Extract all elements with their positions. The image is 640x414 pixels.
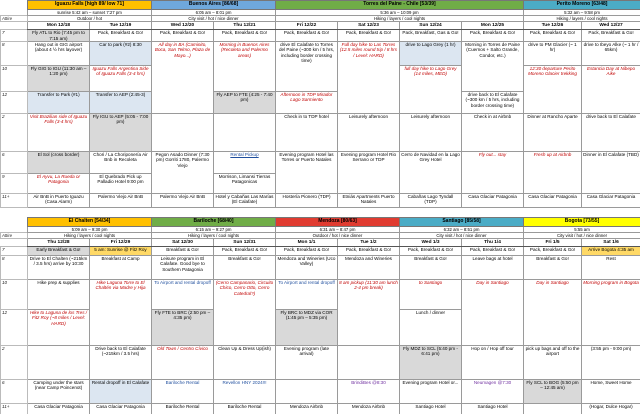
schedule-cell[interactable]: Pack, Breakfast & Go! bbox=[462, 247, 524, 256]
schedule-cell[interactable]: Dinner in El Calafate (TBD) bbox=[582, 151, 640, 193]
schedule-cell[interactable]: Pack, Breakfast & Go! bbox=[524, 247, 582, 256]
region-perito-moreno: Perito Moreno [63/48] bbox=[524, 1, 640, 10]
schedule-cell[interactable]: Breakfast at Camp bbox=[90, 256, 152, 280]
lodging-cell[interactable]: Casa Glaciar Patagonia bbox=[462, 193, 524, 207]
schedule-cell[interactable]: Pack, Breakfast & Go! bbox=[214, 247, 276, 256]
attire-note: Hiking / layers / cool nights bbox=[524, 16, 640, 22]
schedule-cell[interactable]: Early Breakfast & Go! bbox=[28, 247, 90, 256]
schedule-cell[interactable]: Camping under the stars (near Camp Poincenot) bbox=[28, 380, 90, 404]
schedule-cell[interactable]: Arrive Bogota 4:35 am bbox=[582, 247, 640, 256]
schedule-cell[interactable]: Check in to TDP hotel bbox=[276, 113, 338, 151]
sun-times: 6:15 am – 9:27 pm bbox=[152, 226, 276, 232]
schedule-cell[interactable]: drive El Calafate to Torres del Paine (~300 km / 5 hrs, including border crossing time) bbox=[276, 41, 338, 91]
schedule-cell[interactable]: Fly SCL to BOG (5:50 pm – 12:45 am) bbox=[524, 380, 582, 404]
schedule-cell[interactable]: Iguazu Falls Argentina Side of Iguazu Falls (3-4 hrs) bbox=[90, 65, 152, 91]
schedule-cell[interactable]: Fly IGU to AEP (5:05 - 7:00 pm) bbox=[90, 113, 152, 151]
schedule-cell[interactable]: 12:30 departure Perito Moreno Glacier trekking bbox=[524, 65, 582, 113]
schedule-cell bbox=[276, 380, 338, 404]
sun-times: 6:31 am – 8:47 pm bbox=[276, 226, 400, 232]
day-header: Tue 12/19 bbox=[90, 22, 152, 30]
day-header: Fri 12/22 bbox=[276, 22, 338, 30]
schedule-cell[interactable]: Leisure program in El Calafate. Good bye to Southern Patagonia bbox=[152, 256, 214, 280]
schedule-cell[interactable]: Clean Up & Dress Up(ish) bbox=[214, 346, 276, 380]
schedule-cell[interactable]: Rental Pickup bbox=[214, 151, 276, 173]
schedule-cell[interactable]: drive back to El Calafate (~300 km / 5 hrs, including border crossing time) bbox=[462, 91, 524, 113]
attire-note: City visit / hot / nice dinner bbox=[524, 233, 640, 239]
schedule-cell bbox=[152, 113, 214, 151]
schedule-cell[interactable]: Breakfast & Go! bbox=[214, 256, 276, 280]
schedule-cell[interactable]: Fly AEP to FTE (4:25 - 7:40 pm) bbox=[214, 91, 276, 113]
schedule-cell bbox=[28, 346, 90, 380]
lodging-cell[interactable]: Palermo Viejo Air BnB bbox=[90, 193, 152, 207]
schedule-cell[interactable]: Bariloche Rental bbox=[152, 380, 214, 404]
schedule-cell[interactable]: Pack, Breakfast & Go! bbox=[214, 30, 276, 42]
attire-note: Outdoor / hot bbox=[28, 16, 152, 22]
schedule-cell[interactable]: Chori / La Choriponería Air Bnb in Recoleta bbox=[90, 151, 152, 173]
day-header: Wed 12/27 bbox=[582, 22, 640, 30]
schedule-cell[interactable]: Full day hike to Las Torres (12.5 miles round trip / 8 hrs / Level: HARD) bbox=[338, 41, 400, 113]
lodging-cell[interactable]: (Hogar, Dulce Hogar) bbox=[582, 404, 640, 414]
sun-times: 5:09 am – 9:30 pm bbox=[28, 226, 152, 232]
schedule-cell[interactable]: Evening program Hotel Rio Serrano or TDP bbox=[338, 151, 400, 193]
lodging-cell[interactable] bbox=[524, 404, 582, 414]
schedule-cell[interactable]: Morning program in Bogota bbox=[582, 280, 640, 346]
lodging-cell[interactable]: Bariloche Rental bbox=[152, 404, 214, 414]
region-bariloche: Bariloche [68/40] bbox=[152, 217, 276, 226]
day-header: Sun 12/24 bbox=[400, 22, 462, 30]
schedule-cell[interactable]: Pack, Breakfast & Go! bbox=[338, 30, 400, 42]
lodging-cell[interactable]: Air BnB in Puerto Iguazu (Casa Alarm) bbox=[28, 193, 90, 207]
lodging-cell[interactable]: Bariloche Rental bbox=[214, 404, 276, 414]
day-header: Thu 12/28 bbox=[28, 239, 90, 247]
schedule-cell[interactable]: To Airport and rental dropoff bbox=[152, 280, 214, 310]
itinerary-week1: Iguazu Falls [high 89/ low 71] Buenos Aires [86/68] Torres del Paine - Chile [53/39] Perito Moreno [63/48] sunrise 5:42 am – sunset 7:27 pm 6:05 am – 8:01 pm 5:36 am – 10:09 pm 5:32 am – 9:58 pm Attire Outdoor / hot City visit / hot / nice dinner Hiking / layers / cool nights Hiking / layers / cool nights Mon 12/18 Tue 12/19 Wed 12/20 Thu 12/21 Fri 12/22 Sat 12/23 Sun 12/24 Mon 12/25 Tue 12/26 Wed 12/27 7 Fly ATL to Rio (7:45 pm to 7:15 am) Pack, Breakfast & Go! Pack, Breakfast & Go! Pack, Breakfast & Go! Pack, Breakfast & Go! Pack, Breakfast & Go! Pack, Breakfast, Gas & Go! Pack, Breakfast & Go! Pack, Breakfast & Go! Pack, Breakfast & Go! 8 Hang out in GIG airport (about 4 ½ hrs layover) Car to park (#2) 8:30 All day in BA (Caminito, Boca, San Telmo, Plaza de Mayo...) Morning in Buenos Aires (Recoleta and Palermo areas) drive El Calafate to Torres del Paine (~300 km / 5 hrs, including border crossing time) Full day hike to Las Torres (12.5 miles round trip / 8 hrs / Level: HARD) drive to Lago Grey (1 hr) Morning in Torres de Paine (Cuernos + Salto Grande, Condor, etc.) drive to PM Glacier (~ 1 hr) drive to Ibeyo Alke (~ 1 hr / 65km) 10 Fly GIG to IGU (11:30 am – 1:20 pm) Iguazu Falls Argentina Side of Iguazu Falls (3-4 hrs) full day hike to Lago Grey (14 miles, MED) 12:30 departure Perito Moreno Glacier trekking Estancia Day at Nibepo Aike 12 Transfer to Park (#1) Transfer to AEP (2:45-3) Fly AEP to FTE (4:25 - 7:40 pm) Afternoon in TDP Mirador Lago Sarmiento drive back to El Calafate (~300 km / 5 hrs, including border crossing time) 2 Visit Brazilian side of Iguazu Falls (3-4 hrs) Fly IGU to AEP (5:05 - 7:00 pm) Check in to TDP hotel Leisurely afternoon Leisurely afternoon Check in at Airbnb Dinner at Rancho Aparte drive back to El Calafate 6 El Sol (cross border) Chori / La Choriponería Air Bnb in Recoleta Pegon Asado Dinner (7:30 pm) Gorriti 1780, Palermo Viejo Rental Pickup Evening program Hotel las Torres or Puerto Natales Evening program Hotel Rio Serrano or TDP Cerro de Navidad en la Lago Grey Hotel Fly out... stay Fresh up at Airbnb Dinner in El Calafate (TBD) 9 El Ayvu, La Rueda or Patagonia El Quebrado Pick up Palladio Hotel 9:00 pm Morrison, Limansi Tierras Patagonicas 11+ Air BnB in Puerto Iguazu (Casa Alarm) Palermo Viejo Air BnB Palermo Viejo Air BnB Hotel y Cabañas Las Marías (El Calafate) Hostería Pionero (TDP) Etniás Apartments Puerto Natales Cabañas Lago Tyndall (TDP) Casa Glaciar Patagonia Casa Glaciar Patagonia Casa Glaciar Patagonia bbox=[0, 0, 640, 208]
day-header: Sat 12/23 bbox=[338, 22, 400, 30]
schedule-cell[interactable]: Visit Brazilian side of Iguazu Falls (3-4 hrs) bbox=[28, 113, 90, 151]
schedule-cell[interactable]: Hike to Laguna de los Tres / Fitz Roy (~8 miles / Level: HARD) bbox=[28, 310, 90, 346]
schedule-cell[interactable]: (Cerro Campanario, Circuito Chico, Cerro Otto, Cerro Catedral?) bbox=[214, 280, 276, 346]
schedule-cell[interactable]: Leisurely afternoon bbox=[400, 113, 462, 151]
sun-times: 5:55 am bbox=[524, 226, 640, 232]
attire-note: Outdoor / hot / nice dinner bbox=[276, 233, 400, 239]
attire-note: Hiking / layers / cool nights bbox=[276, 16, 524, 22]
schedule-cell[interactable]: drive back to El Calafate bbox=[582, 113, 640, 151]
lodging-cell[interactable]: Hostería Pionero (TDP) bbox=[276, 193, 338, 207]
day-header: Wed 12/20 bbox=[152, 22, 214, 30]
schedule-cell[interactable]: Transfer to Park (#1) bbox=[28, 91, 90, 113]
attire-label: Attire bbox=[1, 233, 28, 239]
lodging-cell[interactable]: Etniás Apartments Puerto Natales bbox=[338, 193, 400, 207]
schedule-cell[interactable]: Neumagen @7:30 bbox=[462, 380, 524, 404]
schedule-cell[interactable]: Rest bbox=[582, 256, 640, 280]
schedule-cell[interactable]: drive to Ibeyo Alke (~ 1 hr / 65km) bbox=[582, 41, 640, 65]
day-header: Tue 1/2 bbox=[338, 239, 400, 247]
schedule-cell[interactable]: Drive to El Chalten (~215km / 3.5 hrs) arrive by 10:30 bbox=[28, 256, 90, 280]
schedule-cell[interactable]: Mendoza and Wineries (Uco Valley) bbox=[276, 256, 338, 280]
schedule-cell[interactable]: Check in at Airbnb bbox=[462, 113, 524, 151]
lodging-cell[interactable]: Mendoza Airbnb bbox=[338, 404, 400, 414]
lodging-cell[interactable]: Mendoza Airbnb bbox=[276, 404, 338, 414]
lodging-cell[interactable]: Palermo Viejo Air BnB bbox=[152, 193, 214, 207]
itinerary-week2: El Chalten [54/34] Bariloche [68/40] Mendoza [80/63] Santiago [85/58] Bogota [73/55] 5:09 am – 9:30 pm 6:15 am – 9:27 pm 6:31 am – 8:47 pm 6:32 am – 8:51 pm 5:55 am Attire Hiking / layers / cool nights Hiking / layers / cool nights Outdoor / hot / nice dinner City visit / hot / nice dinner City visit / hot / nice dinner Thu 12/28 Fri 12/29 Sat 12/30 Sun 12/31 Mon 1/1 Tue 1/2 Wed 1/3 Thu 1/4 Fri 1/5 Sat 1/6 7 Early Breakfast & Go! 5 am: Sunrise @ Fitz Roy Breakfast & Go! Pack, Breakfast & Go! Pack, Breakfast & Go! Pack, Breakfast & Go! Pack, Breakfast & Go! Pack, Breakfast & Go! Pack, Breakfast & Go! Arrive Bogota 4:35 am 8 Drive to El Chalten (~215km / 3.5 hrs) arrive by 10:30 Breakfast at Camp Leisure program in El Calafate. Good bye to Southern Patagonia Breakfast & Go! Mendoza and Wineries (Uco Valley) Mendoza and Wineries Breakfast & Go! Leave bags at hotel Breakfast & Go! Rest 10 Hike prep & supplies Hike Laguna Torre to El Chaltén via Madre y Hija To Airport and rental dropoff (Cerro Campanario, Circuito Chico, Cerro Otto, Cerro Catedral?) To Airport and rental dropoff 8 am pickup (11:30 am lunch 2-4 pm break) to Santiago Day in Santiago Day in Santiago Morning program in Bogota 12 Hike to Laguna de los Tres / Fitz Roy (~8 miles / Level: HARD) Fly FTE to BRC (2:50 pm – 4:35 pm) Fly BRC to MDZ via COR (1:45 pm – 5:35 pm) Lunch / dinner 2 Drive back to El Calafate (~215km / 3.5 hrs) Old Town / Centro Cívico Clean Up & Dress Up(ish) Evening program (late arrival) Fly MDZ to SCL (5:40 pm - 6:41 pm) Hop on / Hop off tour pick up bags and off to the airport (3:55 pm - 9:00 pm) 6 Camping under the stars (near Camp Poincenot) Rental dropoff in El Calafate Bariloche Rental Revellon HNY 2024!!! BrindiBes @8:30 Evening program Hotel or... Neumagen @7:30 Fly SCL to BOG (5:50 pm – 12:45 am) Home, Sweet Home 11+ Casa Glaciar Patagonia Casa Glaciar Patagonia Bariloche Rental Bariloche Rental Mendoza Airbnb Mendoza Airbnb Santiago Hotel Santiago Hotel (Hogar, Dulce Hogar) bbox=[0, 217, 640, 414]
region-iguazu: Iguazu Falls [high 89/ low 71] bbox=[28, 1, 152, 10]
schedule-cell[interactable]: Pack, Breakfast & Go! bbox=[338, 247, 400, 256]
schedule-cell[interactable]: Dinner at Rancho Aparte bbox=[524, 113, 582, 151]
schedule-cell[interactable]: Pack, Breakfast & Go! bbox=[462, 30, 524, 42]
day-header: Mon 12/25 bbox=[462, 22, 524, 30]
region-bogota: Bogota [73/55] bbox=[524, 217, 640, 226]
day-header: Wed 1/3 bbox=[400, 239, 462, 247]
schedule-cell[interactable]: Fly BRC to MDZ via COR (1:45 pm – 5:35 pm) bbox=[276, 310, 338, 346]
schedule-cell[interactable]: drive to PM Glacier (~ 1 hr) bbox=[524, 41, 582, 65]
day-header: Mon 12/18 bbox=[28, 22, 90, 30]
schedule-cell[interactable]: Home, Sweet Home bbox=[582, 380, 640, 404]
region-el-chalten: El Chalten [54/34] bbox=[28, 217, 152, 226]
region-torres-del-paine: Torres del Paine - Chile [53/39] bbox=[276, 1, 524, 10]
schedule-cell[interactable]: Hop on / Hop off tour bbox=[462, 346, 524, 380]
schedule-cell[interactable]: Pack, Breakfast & Go! bbox=[90, 30, 152, 42]
schedule-cell[interactable]: full day hike to Lago Grey (14 miles, MED) bbox=[400, 65, 462, 113]
schedule-cell[interactable]: Pack, Breakfast & Go! bbox=[276, 247, 338, 256]
lodging-cell[interactable]: Casa Glaciar Patagonia bbox=[28, 404, 90, 414]
lodging-cell[interactable]: Santiago Hotel bbox=[462, 404, 524, 414]
schedule-cell[interactable]: To Airport and rental dropoff bbox=[276, 280, 338, 310]
schedule-cell[interactable]: Breakfast & Go! bbox=[152, 247, 214, 256]
schedule-cell[interactable]: Day in Santiago bbox=[524, 280, 582, 346]
schedule-cell[interactable]: to Santiago bbox=[400, 280, 462, 310]
day-header: Thu 1/4 bbox=[462, 239, 524, 247]
schedule-cell[interactable]: Fly FTE to BRC (2:50 pm – 4:35 pm) bbox=[152, 310, 214, 346]
schedule-cell[interactable]: Afternoon in TDP Mirador Lago Sarmiento bbox=[276, 91, 338, 113]
schedule-cell[interactable]: Leisurely afternoon bbox=[338, 113, 400, 151]
region-mendoza: Mendoza [80/63] bbox=[276, 217, 400, 226]
schedule-cell[interactable]: Cerro de Navidad en la Lago Grey Hotel bbox=[400, 151, 462, 193]
schedule-cell[interactable]: Pack, Breakfast, Gas & Go! bbox=[400, 30, 462, 42]
schedule-cell[interactable]: Hang out in GIG airport (about 4 ½ hrs layover) bbox=[28, 41, 90, 65]
schedule-cell[interactable]: Fly ATL to Rio (7:45 pm to 7:15 am) bbox=[28, 30, 90, 42]
schedule-cell[interactable]: (3:55 pm - 9:00 pm) bbox=[582, 346, 640, 380]
schedule-cell[interactable]: Pack, Breakfast & Go! bbox=[400, 247, 462, 256]
schedule-cell[interactable]: Pack, Breakfast & Go! bbox=[152, 30, 214, 42]
schedule-cell[interactable]: Evening program Hotel las Torres or Puerto Natales bbox=[276, 151, 338, 193]
day-header: Sat 12/30 bbox=[152, 239, 214, 247]
region-santiago: Santiago [85/58] bbox=[400, 217, 524, 226]
schedule-cell[interactable]: Pack, Breakfast & Go! bbox=[276, 30, 338, 42]
schedule-cell[interactable]: BrindiBes @8:30 bbox=[338, 380, 400, 404]
lodging-cell[interactable]: Cabañas Lago Tyndall (TDP) bbox=[400, 193, 462, 207]
lodging-cell[interactable]: Hotel y Cabañas Las Marías (El Calafate) bbox=[214, 193, 276, 207]
schedule-cell[interactable]: All day in BA (Caminito, Boca, San Telmo, Plaza de Mayo...) bbox=[152, 41, 214, 113]
schedule-cell[interactable]: Breakfast & Go! bbox=[400, 256, 462, 280]
schedule-cell[interactable]: Transfer to AEP (2:45-3) bbox=[90, 91, 152, 113]
attire-label: Attire bbox=[1, 16, 28, 22]
day-header: Fri 1/5 bbox=[524, 239, 582, 247]
schedule-cell[interactable]: El Ayvu, La Rueda or Patagonia bbox=[28, 173, 90, 193]
schedule-cell[interactable]: Car to park (#2) 8:30 bbox=[90, 41, 152, 65]
lodging-cell[interactable]: Casa Glaciar Patagonia bbox=[524, 193, 582, 207]
schedule-cell[interactable]: Day in Santiago bbox=[462, 280, 524, 346]
schedule-cell[interactable]: Hike prep & supplies bbox=[28, 280, 90, 310]
attire-note: City visit / hot / nice dinner bbox=[152, 16, 276, 22]
sun-times: sunrise 5:42 am – sunset 7:27 pm bbox=[28, 10, 152, 16]
day-header: Tue 12/26 bbox=[524, 22, 582, 30]
schedule-cell[interactable]: Mendoza and Wineries bbox=[338, 256, 400, 280]
schedule-cell[interactable]: Pack, Breakfast & Go! bbox=[524, 30, 582, 42]
schedule-cell[interactable]: Revellon HNY 2024!!! bbox=[214, 380, 276, 404]
schedule-cell[interactable]: Breakfast & Go! bbox=[524, 256, 582, 280]
schedule-cell[interactable]: Drive back to El Calafate (~215km / 3.5 hrs) bbox=[90, 346, 152, 380]
sun-times: 5:36 am – 10:09 pm bbox=[276, 10, 524, 16]
attire-note: City visit / hot / nice dinner bbox=[400, 233, 524, 239]
schedule-cell[interactable]: Old Town / Centro Cívico bbox=[152, 346, 214, 380]
day-header: Thu 12/21 bbox=[214, 22, 276, 30]
schedule-cell[interactable]: Evening program (late arrival) bbox=[276, 346, 338, 380]
day-header: Mon 1/1 bbox=[276, 239, 338, 247]
schedule-cell[interactable]: Fly MDZ to SCL (5:40 pm - 6:41 pm) bbox=[400, 346, 462, 380]
sun-times: 6:32 am – 8:51 pm bbox=[400, 226, 524, 232]
schedule-cell[interactable]: Hike Laguna Torre to El Chaltén via Madre y Hija bbox=[90, 280, 152, 346]
schedule-cell[interactable]: Morning in Torres de Paine (Cuernos + Salto Grande, Condor, etc.) bbox=[462, 41, 524, 91]
schedule-cell bbox=[214, 113, 276, 151]
schedule-cell[interactable]: 8 am pickup (11:30 am lunch 2-4 pm break) bbox=[338, 280, 400, 346]
lodging-cell[interactable]: Casa Glaciar Patagonia bbox=[90, 404, 152, 414]
schedule-cell[interactable]: Fresh up at Airbnb bbox=[524, 151, 582, 193]
schedule-cell[interactable]: Morning in Buenos Aires (Recoleta and Palermo areas) bbox=[214, 41, 276, 91]
schedule-cell[interactable]: Leave bags at hotel bbox=[462, 256, 524, 280]
day-header: Fri 12/29 bbox=[90, 239, 152, 247]
lodging-cell[interactable]: Casa Glaciar Patagonia bbox=[582, 193, 640, 207]
schedule-cell[interactable]: Pack, Breakfast & Go! bbox=[582, 30, 640, 42]
lodging-cell[interactable]: Santiago Hotel bbox=[400, 404, 462, 414]
attire-note: Hiking / layers / cool nights bbox=[28, 233, 152, 239]
schedule-cell[interactable]: Fly out... stay bbox=[462, 151, 524, 193]
schedule-cell[interactable]: pick up bags and off to the airport bbox=[524, 346, 582, 380]
week-separator bbox=[0, 208, 640, 217]
schedule-cell[interactable]: Evening program Hotel or... bbox=[400, 380, 462, 404]
day-header: Sat 1/6 bbox=[582, 239, 640, 247]
day-header: Sun 12/31 bbox=[214, 239, 276, 247]
schedule-cell[interactable]: Morrison, Limansi Tierras Patagonicas bbox=[214, 173, 276, 193]
schedule-cell[interactable]: 5 am: Sunrise @ Fitz Roy bbox=[90, 247, 152, 256]
sun-times: 6:05 am – 8:01 pm bbox=[152, 10, 276, 16]
schedule-cell[interactable]: Pegon Asado Dinner (7:30 pm) Gorriti 1780, Palermo Viejo bbox=[152, 151, 214, 193]
attire-note: Hiking / layers / cool nights bbox=[152, 233, 276, 239]
region-buenos-aires: Buenos Aires [86/68] bbox=[152, 1, 276, 10]
schedule-cell bbox=[338, 346, 400, 380]
schedule-cell[interactable]: Rental dropoff in El Calafate bbox=[90, 380, 152, 404]
schedule-cell[interactable]: Fly GIG to IGU (11:30 am – 1:20 pm) bbox=[28, 65, 90, 91]
schedule-cell[interactable]: Lunch / dinner bbox=[400, 310, 462, 346]
sun-times: 5:32 am – 9:58 pm bbox=[524, 10, 640, 16]
schedule-cell[interactable]: Estancia Day at Nibepo Aike bbox=[582, 65, 640, 113]
schedule-cell[interactable]: drive to Lago Grey (1 hr) bbox=[400, 41, 462, 65]
schedule-cell[interactable]: El Sol (cross border) bbox=[28, 151, 90, 173]
schedule-cell[interactable]: El Quebrado Pick up Palladio Hotel 9:00 pm bbox=[90, 173, 152, 193]
